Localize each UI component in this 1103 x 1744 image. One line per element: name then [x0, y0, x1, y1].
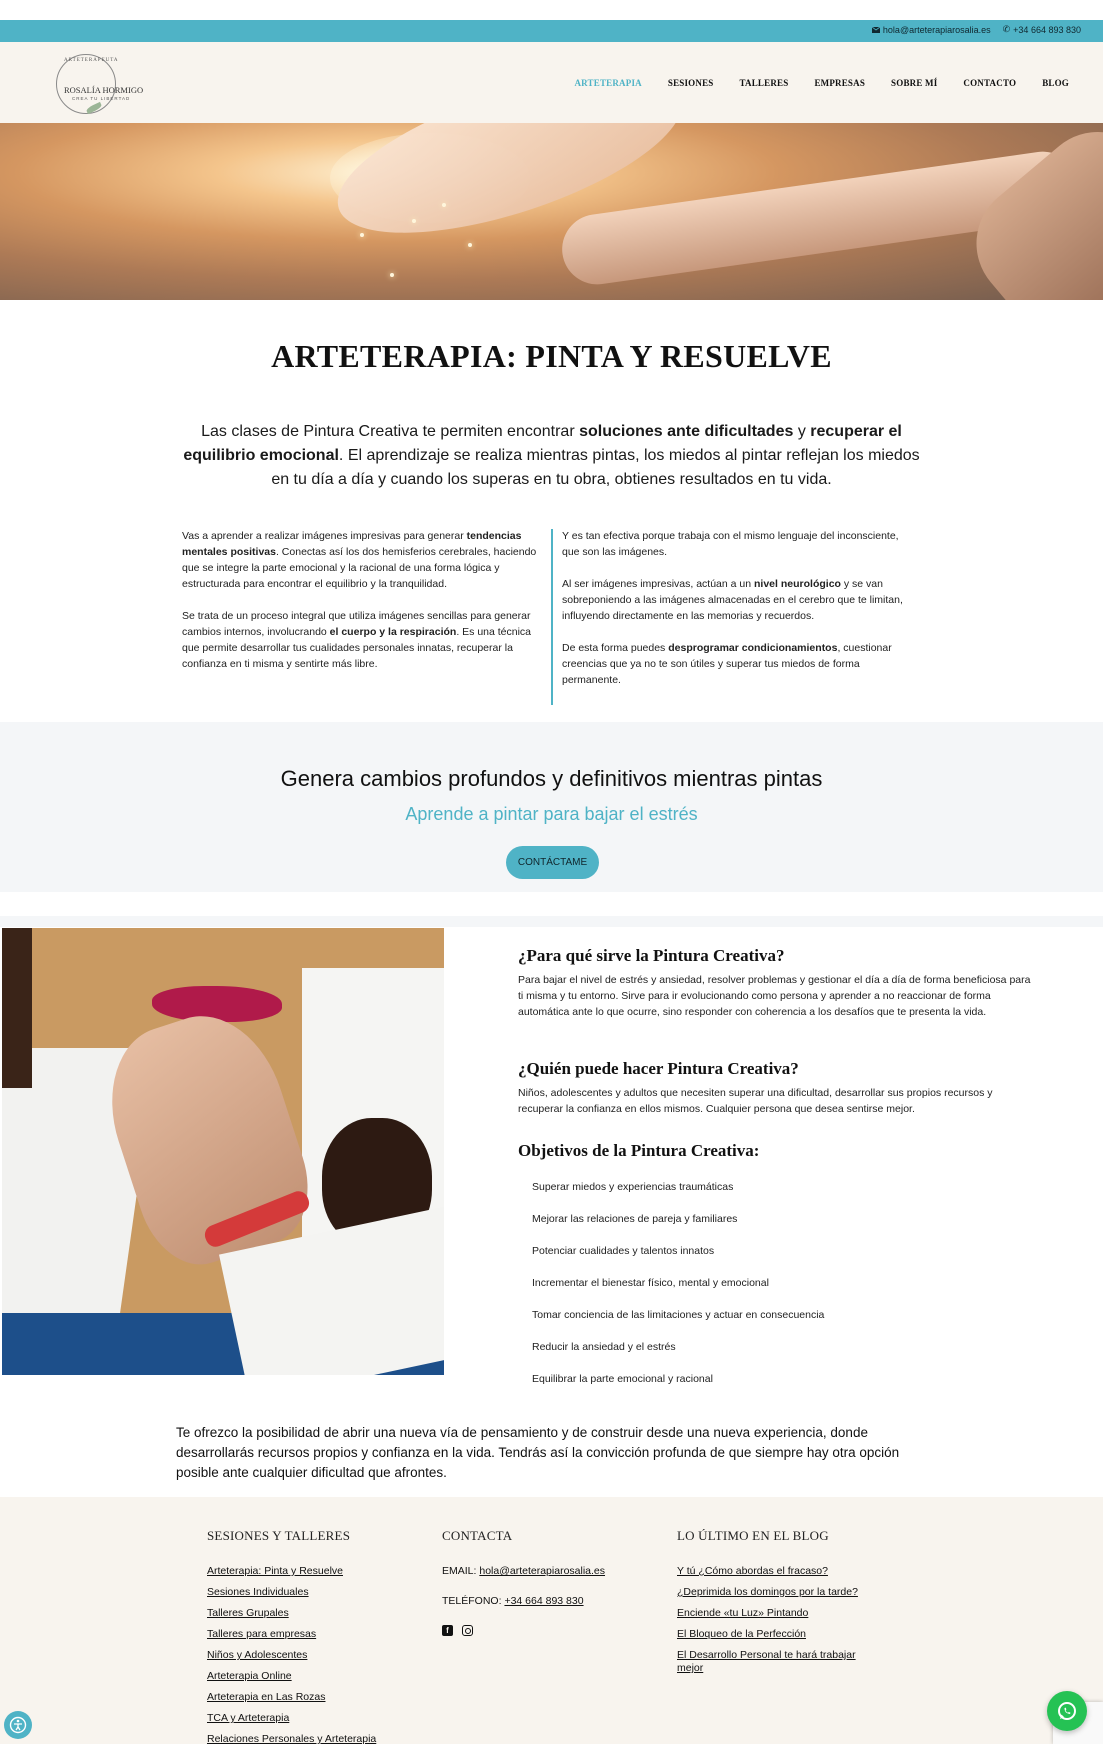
right-p3c: , cuestionar creencias que ya no te son útiles y superar tus miedos de forma permanente.: [562, 642, 892, 686]
footer-link[interactable]: Arteterapia en Las Rozas: [207, 1691, 326, 1703]
footer-column-blog: [677, 1528, 877, 1683]
left-text-column: [182, 528, 542, 688]
footer-sessions-links: [207, 1565, 376, 1744]
objectives-heading: Objetivos de la Pintura Creativa:: [518, 1141, 760, 1160]
details-block-1: [518, 946, 1038, 1020]
logo-tagline: ARTETERAPEUTA: [64, 58, 119, 63]
intro-c: y: [793, 423, 811, 440]
intro-e: . El aprendizaje se realiza mientras pintas, los miedos al pintar reflejan los miedos en tu día a día y cuando los superas en tu obra, obtienes resultados en tu vida.: [271, 447, 920, 488]
right-p3a: De esta forma puedes: [562, 642, 669, 654]
hero-sparkle: [360, 233, 364, 237]
blog-post-link[interactable]: El Bloqueo de la Perfección: [677, 1628, 806, 1640]
painting-pink: [152, 986, 282, 1022]
question-who: ¿Quién puede hacer Pintura Creativa?: [518, 1059, 799, 1078]
left-p2a: Se trata de un proceso integral que utiliza imágenes sencillas para generar cambios internos, involucrando: [182, 610, 531, 638]
hero-image: [0, 123, 1103, 300]
right-paragraph-1: Y es tan efectiva porque trabaja con el mismo lenguaje del inconsciente, que son las imágenes.: [562, 530, 899, 558]
footer-link[interactable]: Arteterapia Online: [207, 1670, 292, 1682]
footer-column-sessions: [207, 1528, 376, 1744]
list-item: Mejorar las relaciones de pareja y familiares: [532, 1213, 738, 1225]
left-p1a: Vas a aprender a realizar imágenes impresivas para generar: [182, 530, 467, 542]
left-p1c: . Conectas así los dos hemisferios cerebrales, haciendo que se integre la parte emocional y la racional de una forma lógica y estructurada para encontrar el equilibrio y la tranquilidad.: [182, 546, 537, 590]
right-p2-bold: nivel neurológico: [754, 578, 841, 590]
right-text-column: [562, 528, 912, 704]
list-item: Potenciar cualidades y talentos innatos: [532, 1245, 715, 1257]
blog-post-link[interactable]: Y tú ¿Cómo abordas el fracaso?: [677, 1565, 828, 1577]
phone-icon: ✆: [1002, 24, 1011, 34]
main-nav: [574, 78, 1069, 88]
list-item: Tomar conciencia de las limitaciones y actuar en consecuencia: [532, 1309, 825, 1321]
top-email-text: hola@arteterapiarosalia.es: [882, 24, 991, 35]
footer-contact-title: CONTACTA: [442, 1528, 513, 1543]
accessibility-button[interactable]: [4, 1711, 32, 1739]
left-p2c: . Es una técnica que permite desarrollar tus cualidades personales innatas, recuperar la confianza en ti misma y sentirte más libre.: [182, 626, 532, 670]
left-p1-bold: tendencias mentales positivas: [182, 530, 522, 558]
top-contact-info: [872, 24, 1081, 35]
footer-link[interactable]: Arteterapia: Pinta y Resuelve: [207, 1565, 343, 1577]
accessibility-icon: [9, 1716, 27, 1734]
hero-sparkle: [442, 203, 446, 207]
left-paragraph-1: [182, 528, 542, 592]
footer-phone-label: TELÉFONO:: [442, 1595, 505, 1607]
question-purpose: ¿Para qué sirve la Pintura Creativa?: [518, 946, 785, 965]
blog-post-link[interactable]: El Desarrollo Personal te hará trabajar mejor: [677, 1649, 856, 1674]
logo-name: ROSALÍA HORMIGO: [64, 85, 144, 95]
blog-post-link[interactable]: ¿Deprimida los domingos por la tarde?: [677, 1586, 858, 1598]
footer-link[interactable]: Relaciones Personales y Arteterapia: [207, 1733, 377, 1744]
nav-sobre-mi[interactable]: SOBRE MÍ: [891, 78, 938, 88]
blog-post-link[interactable]: Enciende «tu Luz» Pintando: [677, 1607, 809, 1619]
painting-image: [2, 928, 444, 1375]
cta-heading: Genera cambios profundos y definitivos mientras pintas: [280, 766, 823, 791]
intro-bold-1: soluciones ante dificultades: [579, 423, 794, 440]
answer-who: Niños, adolescentes y adultos que necesiten superar una dificultad, desarrollar sus propios recursos y recuperar la confianza en ellos mismos. Cualquier persona que desea sentirse mejor.: [518, 1087, 993, 1115]
column-divider: [551, 529, 553, 705]
footer-link[interactable]: Talleres para empresas: [207, 1628, 317, 1640]
footer-link[interactable]: Niños y Adolescentes: [207, 1649, 308, 1661]
footer-link[interactable]: Talleres Grupales: [207, 1607, 289, 1619]
list-item: Superar miedos y experiencias traumáticas: [532, 1181, 734, 1193]
nav-empresas[interactable]: EMPRESAS: [814, 78, 866, 88]
logo-subtitle: CREA TU LIBERTAD: [72, 96, 131, 101]
footer-phone-link[interactable]: +34 664 893 830: [504, 1595, 584, 1607]
list-item: Reducir la ansiedad y el estrés: [532, 1341, 676, 1353]
instagram-icon[interactable]: [462, 1625, 473, 1636]
nav-blog[interactable]: BLOG: [1042, 78, 1069, 88]
right-p2a: Al ser imágenes impresivas, actúan a un: [562, 578, 755, 590]
list-item: Equilibrar la parte emocional y racional: [532, 1373, 713, 1385]
nav-sesiones[interactable]: SESIONES: [667, 78, 714, 88]
hero-sparkle: [412, 219, 416, 223]
top-email-link[interactable]: [872, 25, 991, 35]
envelope-icon: [872, 27, 880, 33]
cta-section: [0, 722, 1103, 892]
footer-phone: [442, 1595, 605, 1607]
list-item: Incrementar el bienestar físico, mental y emocional: [532, 1277, 769, 1289]
right-paragraph-2: [562, 576, 912, 624]
cta-subheading: Aprende a pintar para bajar el estrés: [405, 804, 698, 824]
footer-link[interactable]: TCA y Arteterapia: [207, 1712, 290, 1724]
footer-sessions-title: SESIONES Y TALLERES: [207, 1528, 351, 1543]
right-p2c: y se van sobreponiendo a las imágenes almacenadas en el cerebro que te limitan, influyendo directamente en las memorias y recuerdos.: [562, 578, 903, 622]
intro-bold-2: recuperar el equilibrio emocional: [183, 423, 902, 464]
footer-email: [442, 1565, 605, 1577]
intro-a: Las clases de Pintura Creativa te permiten encontrar: [201, 423, 580, 440]
nav-talleres[interactable]: TALLERES: [739, 78, 789, 88]
right-p3-bold: desprogramar condicionamientos: [668, 642, 838, 654]
contact-button[interactable]: CONTÁCTAME: [506, 846, 599, 879]
logo-ring: [56, 54, 116, 114]
whatsapp-icon: [1056, 1700, 1078, 1722]
closing-text: Te ofrezco la posibilidad de abrir una nueva vía de pensamiento y de construir desde una nueva experiencia, donde desarrollarás recursos propios y confianza en la vida. Tendrás así la convicción profunda de que siempre hay otra opción posible ante cualquier dificultad que afrontes.: [176, 1425, 900, 1480]
facebook-icon[interactable]: f: [442, 1625, 453, 1636]
site-header: [0, 42, 1103, 123]
nav-arteterapia[interactable]: ARTETERAPIA: [574, 78, 642, 88]
left-paragraph-2: [182, 608, 542, 672]
whatsapp-button[interactable]: [1047, 1691, 1087, 1731]
section-separator: [0, 916, 1103, 927]
hero-sparkle: [390, 273, 394, 277]
site-footer: [0, 1497, 1103, 1744]
top-phone-link[interactable]: [1003, 24, 1081, 35]
answer-purpose: Para bajar el nivel de estrés y ansiedad, resolver problemas y gestionar el día a día de forma beneficiosa para ti misma y tu entorno. Sirve para ir evolucionando como persona y aprender a no reaccionar de forma automática ante lo que ocurre, sino responder con coherencia a los desafíos que te presenta la vida.: [518, 974, 1031, 1018]
page-title: ARTETERAPIA: PINTA Y RESUELVE: [271, 338, 832, 374]
top-contact-bar: [0, 20, 1103, 42]
hero-sparkle: [468, 243, 472, 247]
footer-link[interactable]: Sesiones Individuales: [207, 1586, 309, 1598]
footer-blog-links: [677, 1565, 877, 1675]
painting-dark-left: [2, 928, 32, 1088]
site-logo[interactable]: [54, 52, 144, 116]
left-p2-bold: el cuerpo y la respiración: [329, 626, 457, 638]
top-phone-text: +34 664 893 830: [1013, 24, 1081, 35]
details-block-3: [518, 1141, 1038, 1161]
footer-email-label: EMAIL:: [442, 1565, 480, 1577]
objectives-list: [532, 1179, 824, 1403]
footer-email-link[interactable]: hola@arteterapiarosalia.es: [479, 1565, 606, 1577]
footer-blog-title: LO ÚLTIMO EN EL BLOG: [677, 1528, 829, 1543]
nav-contacto[interactable]: CONTACTO: [963, 78, 1017, 88]
details-block-2: [518, 1059, 1038, 1117]
intro-text: [178, 420, 925, 492]
social-links: [442, 1625, 605, 1636]
right-paragraph-3: [562, 640, 912, 688]
footer-column-contact: [442, 1528, 605, 1636]
